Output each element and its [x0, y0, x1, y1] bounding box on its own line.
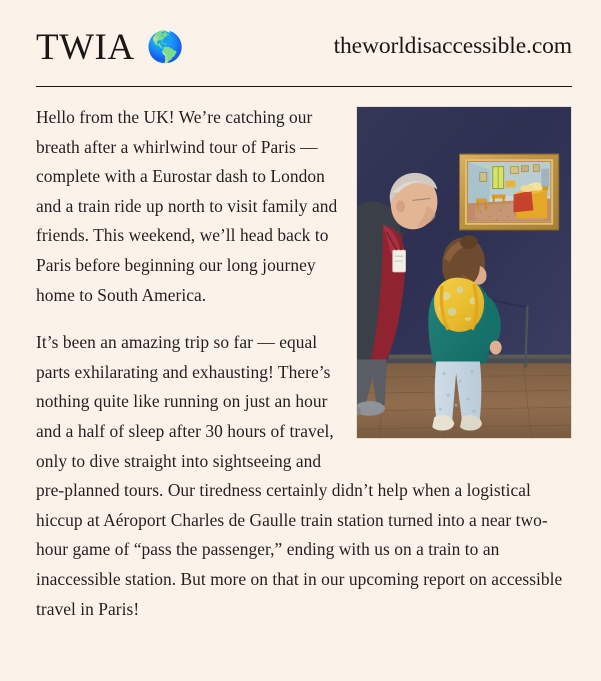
brand-wordmark: TWIA [36, 26, 135, 68]
museum-photo-illustration [357, 107, 571, 438]
site-url-link[interactable]: theworldisaccessible.com [333, 33, 572, 60]
globe-icon: 🌎 [146, 31, 184, 64]
masthead [36, 0, 572, 86]
article-body [36, 87, 572, 624]
brand-lockup[interactable] [36, 26, 184, 68]
paragraph-2: It’s been an amazing trip so far — equal parts exhilarating and exhausting! There’s nothing quite like running on just an hour and a half of sleep after 30 hours of travel, only to dive straight into sightseeing and pre-planned tours. Our tiredness certainly didn’t help when a logistical hiccup at Aéroport Charles de Gaulle train station turned into a near two-hour game of “pass the passenger,” ending with us on a train to an inaccessible station. But more on that in our upcoming report on accessible travel in Paris! [36, 332, 563, 619]
paragraph-1: Hello from the UK! We’re catching our breath after a whirlwind tour of Paris — complete with a Eurostar dash to London and a train ride up north to visit family and friends. This weekend, we’ll head back to Paris before beginning our long journey home to South America. [36, 107, 338, 305]
museum-photo [356, 106, 572, 439]
